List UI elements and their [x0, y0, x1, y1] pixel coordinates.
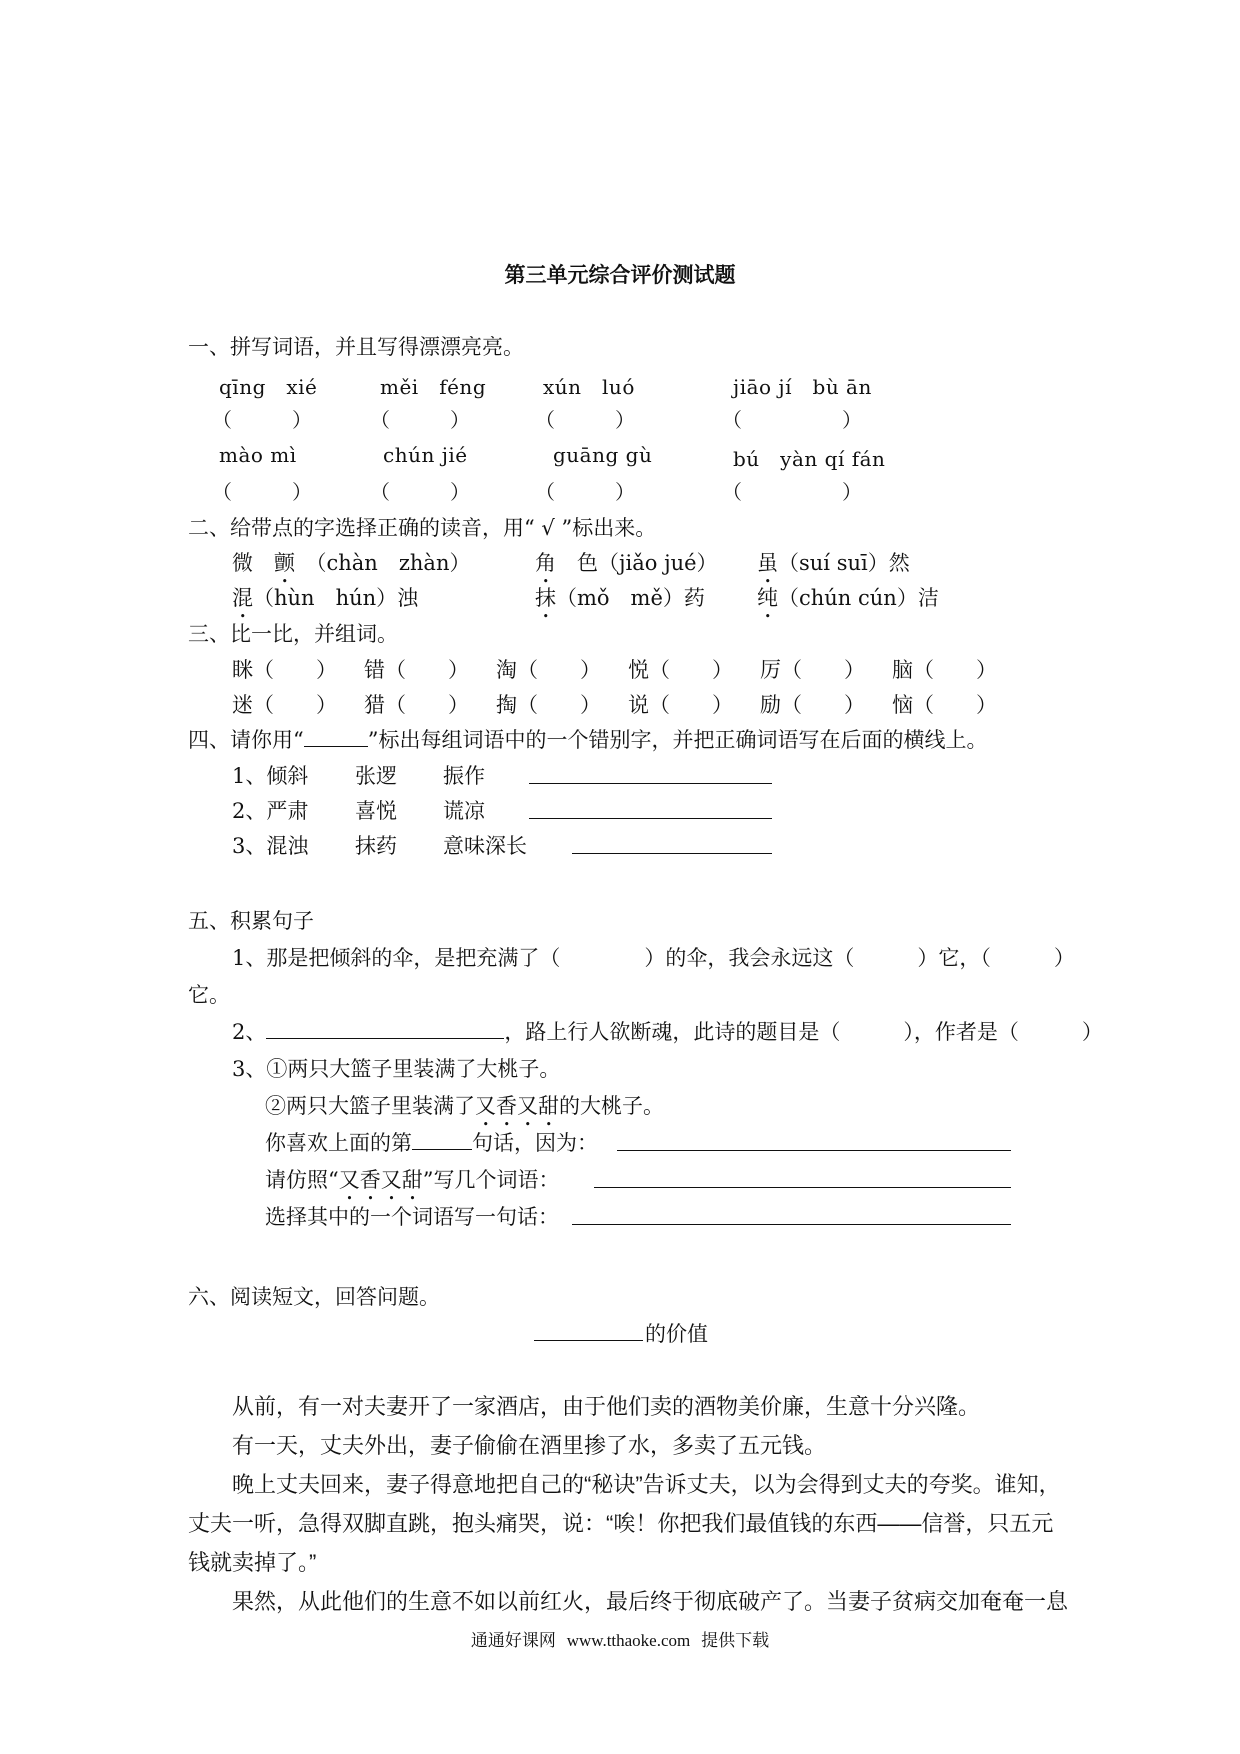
dotted-phrase: 又香又甜 — [475, 1094, 559, 1118]
footer-suffix: 提供下载 — [701, 1631, 770, 1651]
reading-item-6 — [757, 582, 939, 623]
text: （chàn zhàn） — [295, 551, 471, 575]
question-sentence: 选择其中的一个词语写一句话： — [265, 1205, 559, 1229]
answer-blank[interactable]: （ ） — [535, 480, 635, 504]
answer-line[interactable] — [594, 1187, 1011, 1188]
story-paragraph-4: 果然，从此他们的生意不如以前红火，最后终于彻底破产了。当妻子贫病交加奄奄一息 — [232, 1589, 1069, 1614]
typo-word: 谎凉 — [443, 799, 485, 823]
dotted-char: 纯 — [757, 586, 778, 610]
pinyin-1: qīng xié — [219, 375, 318, 399]
story-paragraph-3c: 钱就卖掉了。” — [188, 1550, 317, 1575]
sentence-4 — [265, 1090, 664, 1131]
story-title: 的价值 — [645, 1322, 708, 1346]
answer-line[interactable] — [266, 1018, 504, 1039]
text: ②两只大篮子里装满了 — [265, 1094, 475, 1118]
compare-item: 脑（ ） — [892, 658, 997, 682]
text: （mǒ mě）药 — [556, 586, 705, 610]
section-2-heading: 二、给带点的字选择正确的读音，用“ √ ”标出来。 — [188, 516, 657, 540]
page-title: 第三单元综合评价测试题 — [504, 262, 736, 287]
question-prefer — [265, 1127, 598, 1157]
compare-item: 悦（ ） — [628, 658, 733, 682]
section-1-heading: 一、拼写词语，并且写得漂漂亮亮。 — [188, 335, 524, 359]
pinyin-8: bú yàn qí fán — [733, 447, 886, 471]
compare-item: 迷（ ） — [232, 693, 337, 717]
pinyin-6: chún jié — [383, 443, 468, 467]
typo-word: 张逻 — [355, 764, 397, 788]
section-4-heading — [188, 724, 987, 754]
text: 你喜欢上面的第 — [265, 1131, 412, 1155]
footer — [0, 1626, 1240, 1651]
dotted-phrase: 又香又甜 — [338, 1168, 423, 1192]
text: （suí suī）然 — [778, 551, 910, 575]
typo-word: 抹药 — [355, 834, 397, 858]
text: ”写几个词语： — [422, 1168, 560, 1192]
footer-site: 通通好课网 — [470, 1631, 556, 1651]
typo-word: 意味深长 — [443, 834, 527, 858]
pinyin-2: měi féng — [380, 375, 487, 399]
compare-item: 说（ ） — [628, 693, 733, 717]
dotted-char: 虽 — [757, 551, 778, 575]
story-paragraph-2: 有一天，丈夫外出，妻子偷偷在酒里掺了水，多卖了五元钱。 — [232, 1433, 827, 1458]
text: 微 — [232, 551, 274, 575]
pinyin-3: xún luó — [543, 375, 635, 399]
title-blank-line[interactable] — [534, 1340, 643, 1341]
typo-word: 3、混浊 — [232, 834, 309, 858]
compare-item: 眯（ ） — [232, 658, 337, 682]
compare-item: 恼（ ） — [892, 693, 997, 717]
answer-line[interactable] — [412, 1129, 472, 1150]
answer-blank[interactable]: （ ） — [535, 408, 635, 432]
text: 请仿照“ — [265, 1168, 339, 1192]
compare-item: 掏（ ） — [496, 693, 601, 717]
answer-blank[interactable]: （ ） — [370, 480, 470, 504]
underline-sample — [304, 728, 368, 747]
answer-line[interactable] — [617, 1150, 1011, 1151]
answer-blank[interactable]: （ ） — [722, 408, 862, 432]
text: 色（jiǎo jué） — [556, 551, 718, 575]
compare-item: 淘（ ） — [496, 658, 601, 682]
compare-item: 厉（ ） — [760, 658, 865, 682]
compare-item: 励（ ） — [760, 693, 865, 717]
text: ”标出每组词语中的一个错别字，并把正确词语写在后面的横线上。 — [367, 728, 988, 752]
answer-line[interactable] — [529, 783, 772, 784]
answer-line[interactable] — [529, 818, 772, 819]
compare-item: 错（ ） — [364, 658, 469, 682]
text: （hùn hún）浊 — [253, 586, 419, 610]
dotted-char: 抹 — [535, 586, 556, 610]
compare-item: 猎（ ） — [364, 693, 469, 717]
answer-blank[interactable]: （ ） — [370, 408, 470, 432]
answer-blank[interactable]: （ ） — [212, 408, 312, 432]
pinyin-5: mào mì — [219, 443, 297, 467]
story-paragraph-3a: 晚上丈夫回来，妻子得意地把自己的“秘诀”告诉丈夫，以为会得到丈夫的夸奖。谁知， — [232, 1472, 1061, 1497]
typo-word: 振作 — [443, 764, 485, 788]
sentence-1: 1、那是把倾斜的伞，是把充满了（ ）的伞，我会永远这（ ）它，（ ） — [232, 946, 1075, 970]
reading-item-5 — [535, 582, 705, 623]
story-paragraph-1: 从前，有一对夫妻开了一家酒店，由于他们卖的酒物美价廉，生意十分兴隆。 — [232, 1394, 981, 1419]
text: （chún cún）洁 — [778, 586, 939, 610]
section-5-heading: 五、积累句子 — [188, 909, 314, 933]
typo-word: 喜悦 — [355, 799, 397, 823]
sentence-1-end: 它。 — [188, 983, 230, 1007]
section-6-heading: 六、阅读短文，回答问题。 — [188, 1285, 440, 1309]
text: ，路上行人欲断魂，此诗的题目是（ ），作者是（ ） — [504, 1020, 1103, 1044]
typo-word: 1、倾斜 — [232, 764, 309, 788]
answer-line[interactable] — [572, 1224, 1011, 1225]
dotted-char: 角 — [535, 551, 556, 575]
question-imitate — [265, 1164, 560, 1205]
dotted-char: 颤 — [274, 551, 295, 575]
story-paragraph-3b: 丈夫一听，急得双脚直跳，抱头痛哭，说：“唉！你把我们最值钱的东西——信誉，只五元 — [188, 1511, 1054, 1536]
typo-word: 2、严肃 — [232, 799, 309, 823]
pinyin-7: guāng gù — [553, 443, 653, 467]
section-3-heading: 三、比一比，并组词。 — [188, 622, 398, 646]
text: 2、 — [232, 1020, 267, 1044]
text: 的大桃子。 — [559, 1094, 664, 1118]
reading-item-4 — [232, 582, 418, 623]
footer-url[interactable]: www.tthaoke.com — [566, 1631, 691, 1650]
answer-blank[interactable]: （ ） — [722, 480, 862, 504]
text: 四、请你用“ — [188, 728, 304, 752]
dotted-char: 混 — [232, 586, 253, 610]
sentence-3: 3、①两只大篮子里装满了大桃子。 — [232, 1057, 561, 1081]
answer-line[interactable] — [572, 853, 772, 854]
text: 句话，因为： — [472, 1131, 598, 1155]
sentence-2 — [232, 1016, 1103, 1046]
answer-blank[interactable]: （ ） — [212, 480, 312, 504]
pinyin-4: jiāo jí bù ān — [733, 375, 872, 399]
